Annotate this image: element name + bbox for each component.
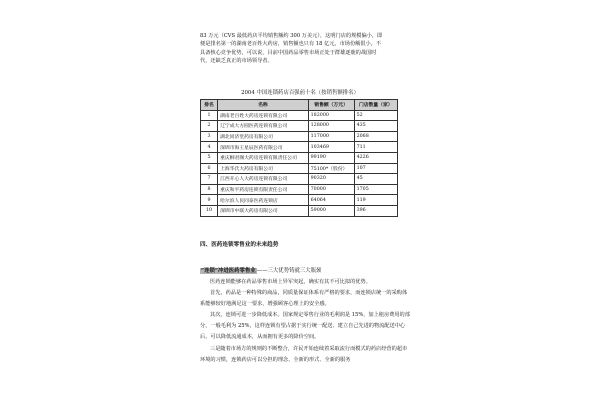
cell-rank: 6 <box>201 163 218 174</box>
table-row <box>201 174 398 185</box>
cell-rank: 10 <box>201 205 218 216</box>
cell-stores: 2068 <box>354 131 397 142</box>
cell-rank: 2 <box>201 121 218 132</box>
section-heading: 四、医药连锁零售业的未来趋势 <box>200 242 279 248</box>
header-stores: 门店数量（家） <box>354 100 397 111</box>
table-header-row <box>201 100 398 111</box>
header-rank: 排名 <box>201 100 218 111</box>
table-row <box>201 142 398 153</box>
cell-sales: 90320 <box>308 174 354 185</box>
table-row <box>201 205 398 216</box>
cell-stores: 107 <box>354 163 397 174</box>
table-row <box>201 195 398 206</box>
cell-stores: 45 <box>354 174 397 185</box>
cell-name: 重庆桐君阁大药房连锁有限责任公司 <box>218 152 309 163</box>
cell-rank: 1 <box>201 110 218 121</box>
cell-sales: 117000 <box>308 131 354 142</box>
header-name: 名称 <box>218 100 309 111</box>
cell-stores: 435 <box>354 121 397 132</box>
cell-stores: 1705 <box>354 184 397 195</box>
cell-name: 上海华氏大药房有限公司 <box>218 163 309 174</box>
cell-rank: 8 <box>201 184 218 195</box>
header-sales: 销售额（万元） <box>308 100 354 111</box>
body-paragraph: 其次，连锁可进一步降低成本。国家规定零售行业的毛利润是 15%，加上租房费用的部分，一般毛利为 25%，这样连锁有望占据于实行统一配送、建立自己先进的物流配送中心后，可以降低流通成本，从而拥有更多的降价空间。 <box>200 312 410 341</box>
cell-stores: 52 <box>354 110 397 121</box>
cell-stores: 711 <box>354 142 397 153</box>
table-row <box>201 110 398 121</box>
cell-name: 深圳市海王星辰医药有限公司 <box>218 142 309 153</box>
table-row <box>201 121 398 132</box>
subheading-highlight: “连锁”冲进医药零售业 <box>201 268 256 274</box>
cell-stores: 119 <box>354 195 397 206</box>
cell-name: 深圳市中联大药房有限公司 <box>218 205 309 216</box>
table-row <box>201 131 398 142</box>
table-row <box>201 152 398 163</box>
subheading <box>200 266 321 274</box>
intro-line: 便是排名第一的湖南老百姓大药房，销售额也只有 18 亿元，市场份额很小，不 <box>200 41 382 48</box>
cell-name: 湖北同济堂药房有限公司 <box>218 131 309 142</box>
cell-sales: 64064 <box>308 195 354 206</box>
cell-sales: 182000 <box>308 110 354 121</box>
ranking-table <box>200 99 398 217</box>
cell-rank: 4 <box>201 142 218 153</box>
table-row <box>201 163 398 174</box>
cell-sales: 75100*（股份） <box>308 163 354 174</box>
cell-rank: 7 <box>201 174 218 185</box>
intro-line: 具备核心竞争优势，可以说，目前中国药品零售市场正处于群雄逐鹿的战国时 <box>200 49 377 56</box>
cell-stores: 4226 <box>354 152 397 163</box>
intro-line: 代，还缺乏真正的市场领导者。 <box>200 58 273 65</box>
subheading-rest: ——三大优势铸就三大瓶颈 <box>256 268 322 274</box>
intro-paragraph <box>200 32 410 66</box>
table-row <box>201 184 398 195</box>
cell-name: 哈尔滨人民同泰医药连锁店 <box>218 195 309 206</box>
body-paragraph: 三是随着市场方的规则的不断整合，许民开始连续着采取流行而模式的药店经营的超市环境的习惯，连锁药店可以分担的理念、全新的形式、全新的服务 <box>200 345 408 363</box>
cell-sales: 59000 <box>308 205 354 216</box>
cell-name: 重庆和平药房连锁有限责任公司 <box>218 184 309 195</box>
cell-sales: 70000 <box>308 184 354 195</box>
body-paragraph: 医药连锁能够在药品零售市场上异军突起，确实有其不可比拟的优势。 <box>210 279 371 285</box>
cell-name: 辽宁成大方圆医药连锁有限公司 <box>218 121 309 132</box>
cell-stores: 396 <box>354 205 397 216</box>
cell-rank: 3 <box>201 131 218 142</box>
intro-line: 83 万元（CVS 最低药店平均销售额约 300 万美元），这明门店的规模偏小，即 <box>200 33 383 39</box>
table-title: 2004 中国连锁药店百强前十名（按销售额排名） <box>241 90 359 96</box>
cell-sales: 103469 <box>308 142 354 153</box>
cell-name: 江西开心人大药房连锁有限公司 <box>218 174 309 185</box>
cell-sales: 99190 <box>308 152 354 163</box>
cell-sales: 128000 <box>308 121 354 132</box>
body-text <box>200 277 412 366</box>
cell-name: 湖南老百姓大药房连锁有限公司 <box>218 110 309 121</box>
cell-rank: 5 <box>201 152 218 163</box>
cell-rank: 9 <box>201 195 218 206</box>
body-paragraph: 首先，药品是一种特殊的商品，同质量保证体系有严格的要求，而连锁店统一的采购体系能够较好地满足这一要求，增强顾客心理上的安全感。 <box>200 290 408 308</box>
